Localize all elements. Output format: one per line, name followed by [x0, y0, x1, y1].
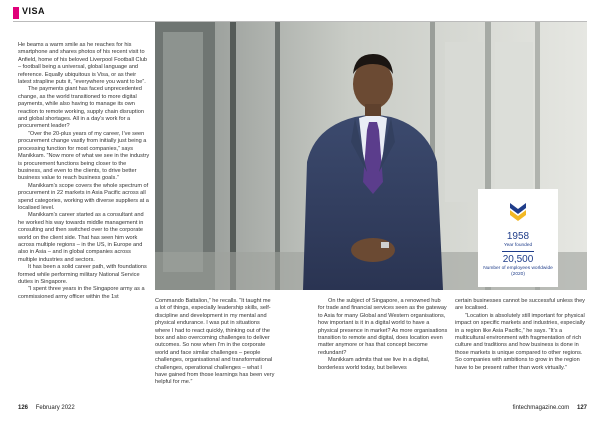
paragraph: The payments giant has faced unprecedented change, as the world transitioned to more digital payments, while also having to manage its own reaction to remote working, supply chain disruption and global shortages. All in a day’s work for a procurement leader? — [18, 86, 144, 130]
paragraph: Commando Battalion,” he recalls. “It taught me a lot of things, especially leadership skills, self-discipline and development in my mental and physical endurance. I was put in situations where I had to react quickly, thinking out of the box and also overcoming challenges to deliver outcomes. So now when I’m in the corporate world and face similar challenges – people challenges, organisational and transformational challenges, operational challenges – what I have gained from those learnings has been very helpful for me.” — [155, 298, 275, 386]
site-url: fintechmagazine.com — [512, 405, 570, 411]
footer-right — [513, 405, 587, 411]
paragraph: “Over the 20-plus years of my career, I’ve seen procurement change vastly from initially just being a processing function for most companies,” says Manikkam. “Now more of what we see in the industry is procurement functions being closer to the business, and even to the clients, to drive better business value to reach business goals.” — [18, 130, 150, 182]
article-column-1 — [18, 42, 150, 301]
company-stats-panel — [478, 189, 558, 287]
paragraph: Manikkam admits that we live in a digital, borderless world today, but believes — [318, 357, 430, 371]
article-column-4 — [455, 298, 587, 372]
paragraph: He beams a warm smile as he reaches for his smartphone and shares photos of his recent visit to Anfield, home of his beloved Liverpool Football Club – football being a universal, global language and reference. Equally ubiquitous is Visa, or as their latest strapline puts it, “everywhere you want to be”. — [18, 42, 148, 86]
stats-divider — [502, 251, 534, 252]
paragraph: On the subject of Singapore, a renowned hub for trade and financial services seen as the gateway to Asia for many Global and Western organisations, how important is it in a digital world to have a physical presence in market? As more organisations transition to remote and digital, does location even matter anymore or has that concept become redundant? — [318, 298, 448, 356]
founded-label: Year founded — [503, 243, 533, 248]
visa-chevron-logo-icon — [510, 201, 526, 221]
paragraph: “Location is absolutely still important for physical impact on specific markets and industries, especially in a region like Asia Pacific,” he says. “It’s a multicultural environment with fragmentation of rich culture and traditions and how business is done in those markets is unique compared to other regions. So companies with ambitions to grow in the region have to be present rather than work virtually.” — [455, 312, 585, 371]
paragraph: Manikkam’s scope covers the whole spectrum of procurement in 22 markets in Asia Pacific across all spend categories, working with diverse suppliers at a localised level. — [18, 182, 149, 211]
founded-value: 1958 — [506, 231, 530, 242]
paragraph: certain businesses cannot be successful unless they are localised. — [455, 298, 585, 312]
employees-label: Number of employees worldwide (2020) — [483, 266, 553, 277]
footer-left — [18, 405, 75, 411]
paragraph: It has been a solid career path, with foundations formed while performing military National Service duties in Singapore. — [18, 264, 147, 285]
article-column-3 — [318, 298, 448, 372]
section-accent-bar — [13, 7, 19, 19]
page-number-right: 127 — [576, 405, 587, 411]
page-number-left: 126 — [18, 405, 29, 411]
issue-date: February 2022 — [35, 405, 75, 411]
paragraph: Manikkam’s career started as a consultant and he worked his way towards middle management in consulting and then switched over to the corporate world on the client side. That has seen him work across multiple regions – in the US, in Europe and also in Asia – and in global companies across multiple industries and sectors. — [18, 212, 144, 263]
employees-value: 20,500 — [502, 254, 534, 265]
section-label: VISA — [22, 6, 46, 16]
paragraph: “I spent three years in the Singapore army as a commissioned army officer within the 1st — [18, 286, 145, 300]
article-column-2 — [155, 298, 275, 387]
